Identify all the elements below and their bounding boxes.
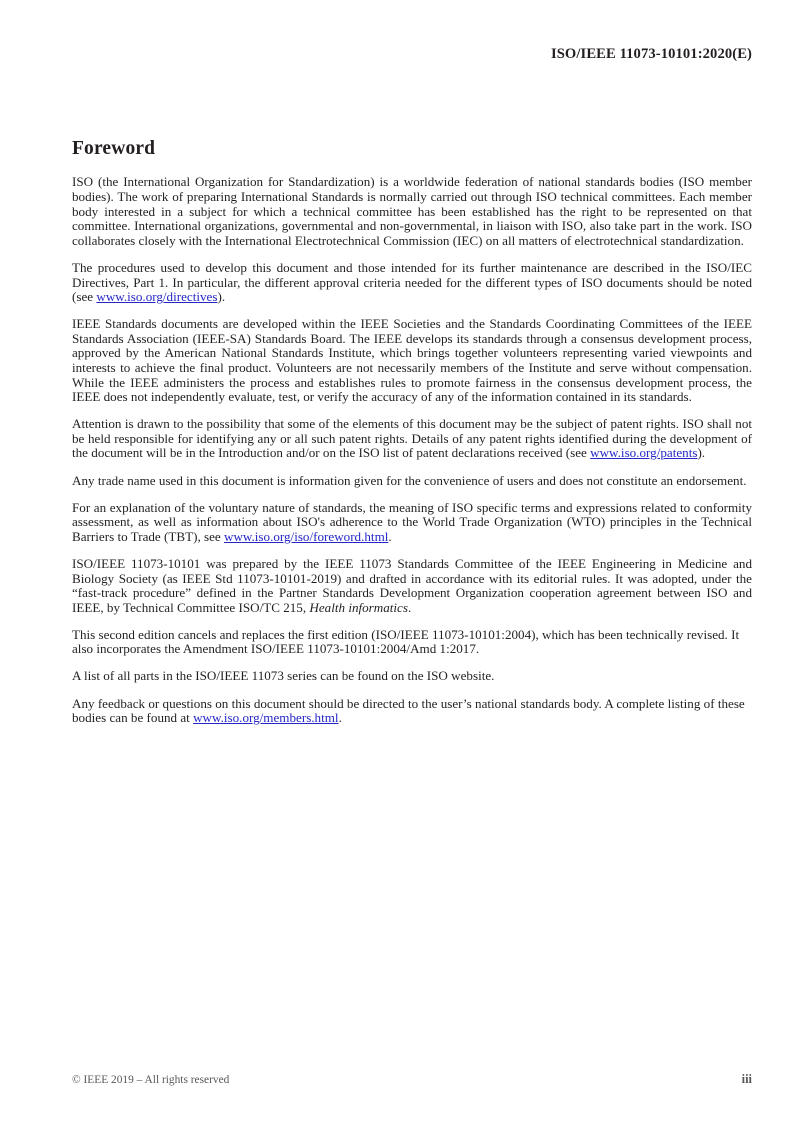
footer-page-number: iii [741, 1072, 752, 1086]
paragraph-preparation [72, 557, 752, 615]
footer-copyright: © IEEE 2019 – All rights reserved [72, 1074, 230, 1086]
paragraph-procedures [72, 261, 752, 305]
paragraph-feedback [72, 697, 752, 726]
committee-title-italic: Health informatics [309, 599, 408, 615]
paragraph-text-tail: . [388, 528, 392, 544]
page-title: Foreword [72, 138, 156, 159]
paragraph-text-tail: ). [217, 289, 226, 305]
document-footer [72, 1072, 752, 1087]
paragraph-text: ISO/IEEE 11073-10101 was prepared by the IEEE 11073 Standards Committee of the IEEE Engineering in Medicine and Biology Society (as IEEE Std 11073-10101-2019) and drafted in accordance with its editorial rules. It was adopted, under the “fast-track procedure” defined in the Partner Standards Development Organization cooperation agreement between ISO and IEEE, by Technical Committee ISO/TC 215, [72, 555, 752, 615]
paragraph-voluntary-nature [72, 501, 752, 545]
link-iso-members[interactable]: www.iso.org/members.html [193, 710, 339, 726]
paragraph-trade-name [72, 474, 752, 489]
paragraph-parts-list [72, 669, 752, 684]
document-header-reference: ISO/IEEE 11073-10101:2020(E) [550, 46, 752, 62]
paragraph-text: A list of all parts in the ISO/IEEE 11073 series can be found on the ISO website. [72, 668, 495, 684]
paragraph-text: ISO (the International Organization for Standardization) is a worldwide federation of national standards bodies (ISO member bodies). The work of preparing International Standards is normally carried out through ISO technical committees. Each member body interested in a subject for which a technical committee has been established has the right to be represented on that committee. International organizations, governmental and non-governmental, in liaison with ISO, also take part in the work. ISO collaborates closely with the International Electrotechnical Commission (IEC) on all matters of electrotechnical standardization. [72, 174, 752, 248]
paragraph-text: Attention is drawn to the possibility that some of the elements of this document may be the subject of patent rights. ISO shall not be held responsible for identifying any or all such patent rights. Details of any patent rights identified during the development of the document will be in the Introduction and/or on the ISO list of patent declarations received (see [72, 416, 752, 461]
link-iso-patents[interactable]: www.iso.org/patents [590, 445, 698, 461]
paragraph-text-tail: . [407, 599, 412, 615]
link-iso-directives[interactable]: www.iso.org/directives [96, 289, 218, 305]
paragraph-text: The procedures used to develop this document and those intended for its further maintenance are described in the ISO/IEC Directives, Part 1. In particular, the different approval criteria needed for the different types of ISO documents should be noted (see [72, 259, 752, 305]
paragraph-text: IEEE Standards documents are developed within the IEEE Societies and the Standards Coordinating Committees of the IEEE Standards Association (IEEE-SA) Standards Board. The IEEE develops its standards through a consensus development process, approved by the American National Standards Institute, which brings together volunteers representing varied viewpoints and interests to achieve the final product. Volunteers are not necessarily members of the Institute and serve without compensation. While the IEEE administers the process and establishes rules to promote fairness in the consensus development process, the IEEE does not independently evaluate, test, or verify the accuracy of any of the information contained in its standards. [72, 316, 752, 405]
link-iso-foreword[interactable]: www.iso.org/iso/foreword.html [224, 528, 389, 544]
foreword-content [72, 138, 752, 726]
paragraph-text-tail: ). [697, 445, 706, 461]
paragraph-patent-rights [72, 417, 752, 461]
paragraph-text: Any trade name used in this document is information given for the convenience of users and does not constitute an endorsement. [72, 472, 747, 488]
paragraph-text: This second edition cancels and replaces the first edition (ISO/IEEE 11073-10101:2004), which has been technically revised. It also incorporates the Amendment ISO/IEEE 11073-10101:2004/Amd 1:2017. [72, 626, 740, 657]
paragraph-text-tail: . [338, 710, 342, 726]
paragraph-text: For an explanation of the voluntary nature of standards, the meaning of ISO specific terms and expressions related to conformity assessment, as well as information about ISO's adherence to the World Trade Organization (WTO) principles in the Technical Barriers to Trade (TBT), see [72, 499, 752, 544]
paragraph-second-edition [72, 628, 752, 657]
paragraph-iso-description [72, 175, 752, 248]
paragraph-text: Any feedback or questions on this document should be directed to the user’s national standards body. A complete listing of these bodies can be found at [72, 695, 745, 726]
paragraph-ieee-standards [72, 317, 752, 405]
